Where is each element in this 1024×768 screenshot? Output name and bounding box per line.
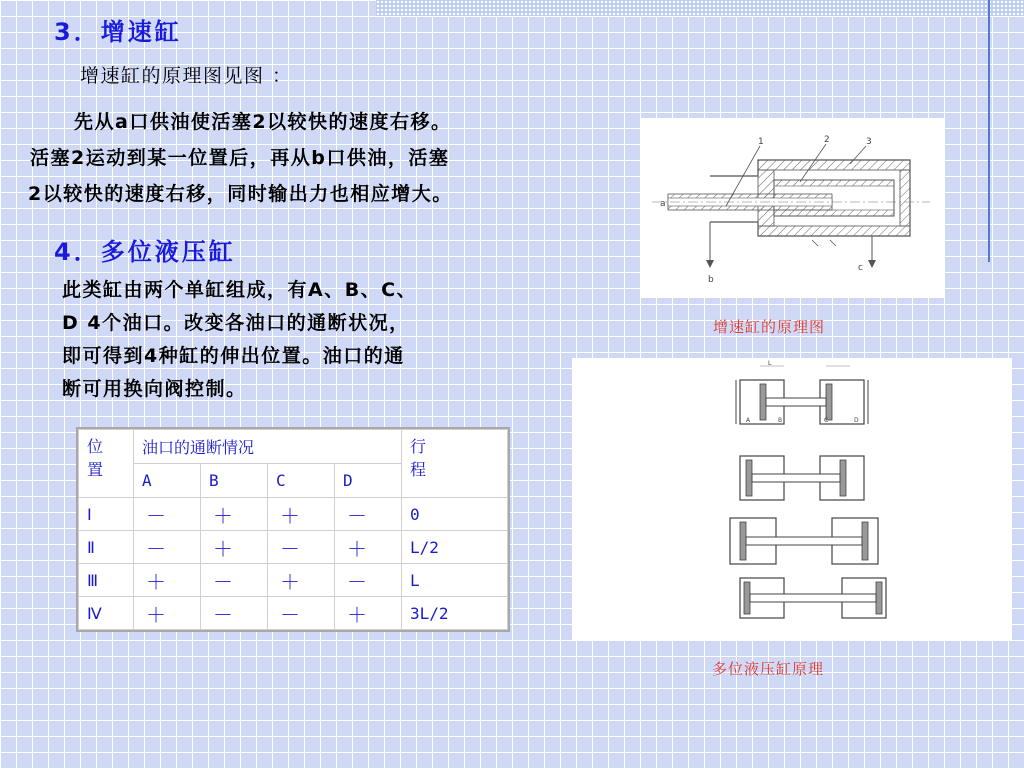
cylinder-position-1: [736, 360, 868, 424]
label-port-A: A: [746, 417, 751, 424]
header-port-a: A: [134, 464, 201, 498]
section3-line-1: 先从a口供油使活塞2以较快的速度右移。: [74, 111, 452, 133]
header-port-c: C: [268, 464, 335, 498]
label-port-c: c: [858, 263, 863, 273]
section3-line-3: 2以较快的速度右移，同时输出力也相应增大。: [28, 183, 453, 205]
table-row: [79, 597, 508, 630]
cell-port-c: ＋: [268, 564, 335, 597]
label-3: 3: [866, 137, 872, 147]
label-port-B: B: [778, 417, 783, 424]
cell-port-a: －: [134, 531, 201, 564]
cell-port-d: ＋: [335, 531, 402, 564]
table-row: [79, 531, 508, 564]
cell-port-a: ＋: [134, 597, 201, 630]
cell-port-d: －: [335, 498, 402, 531]
header-port-b: B: [201, 464, 268, 498]
cylinder-position-2: [740, 456, 864, 500]
cell-port-c: －: [268, 531, 335, 564]
cell-port-a: ＋: [134, 564, 201, 597]
cell-port-d: ＋: [335, 597, 402, 630]
label-stroke-L: L: [768, 360, 772, 367]
cylinder-position-4: [740, 578, 886, 618]
header-stroke-line-1: 行: [410, 437, 427, 456]
header-stroke: [402, 430, 508, 498]
table-row: [79, 564, 508, 597]
port-state-table: [76, 427, 510, 632]
row-position: Ⅲ: [79, 564, 134, 597]
speed-cylinder-caption: 增速缸的原理图: [713, 318, 826, 336]
header-ports: 油口的通断情况: [134, 430, 402, 464]
section4-line-3: 即可得到4种缸的伸出位置。油口的通: [62, 345, 405, 367]
speed-cylinder-figure: [640, 118, 945, 298]
speed-cylinder-drawing: [640, 118, 945, 298]
section4-title: 4．多位液压缸: [54, 238, 236, 266]
section4-line-1: 此类缸由两个单缸组成，有A、B、C、: [62, 279, 418, 301]
section3-line-2: 活塞2运动到某一位置后，再从b口供油，活塞: [30, 147, 450, 169]
label-2: 2: [824, 135, 830, 145]
label-port-D: D: [854, 417, 859, 424]
decorative-vertical-line: [988, 0, 990, 262]
multi-position-figure: [572, 358, 1012, 640]
row-position: Ⅱ: [79, 531, 134, 564]
row-position: Ⅳ: [79, 597, 134, 630]
label-1: 1: [758, 137, 764, 147]
header-position-line-2: 置: [87, 460, 104, 479]
cell-stroke: L/2: [402, 531, 508, 564]
cell-port-b: －: [201, 597, 268, 630]
label-port-C: C: [824, 417, 829, 424]
row-position: Ⅰ: [79, 498, 134, 531]
cell-port-b: ＋: [201, 498, 268, 531]
cell-stroke: 3L/2: [402, 597, 508, 630]
multi-position-drawing: [572, 358, 1012, 640]
header-stroke-line-2: 程: [410, 460, 427, 479]
header-dotted-band: [376, 0, 1024, 16]
cylinder-position-3: [730, 518, 878, 564]
header-position-line-1: 位: [87, 437, 104, 456]
cell-port-b: －: [201, 564, 268, 597]
section4-line-4: 断可用换向阀控制。: [62, 378, 247, 400]
cell-port-b: ＋: [201, 531, 268, 564]
table-row: [79, 498, 508, 531]
header-position: [79, 430, 134, 498]
cell-stroke: L: [402, 564, 508, 597]
header-port-d: D: [335, 464, 402, 498]
section3-title: 3．增速缸: [54, 18, 182, 46]
cell-port-d: －: [335, 564, 402, 597]
section4-line-2: D 4个油口。改变各油口的通断状况，: [62, 312, 410, 334]
cell-port-c: ＋: [268, 498, 335, 531]
cell-port-c: －: [268, 597, 335, 630]
section3-subtitle: 增速缸的原理图见图 ：: [80, 65, 293, 87]
cell-stroke: 0: [402, 498, 508, 531]
label-port-a: a: [660, 199, 666, 209]
label-port-b: b: [708, 275, 714, 285]
cell-port-a: －: [134, 498, 201, 531]
multi-position-caption: 多位液压缸原理: [712, 660, 825, 678]
